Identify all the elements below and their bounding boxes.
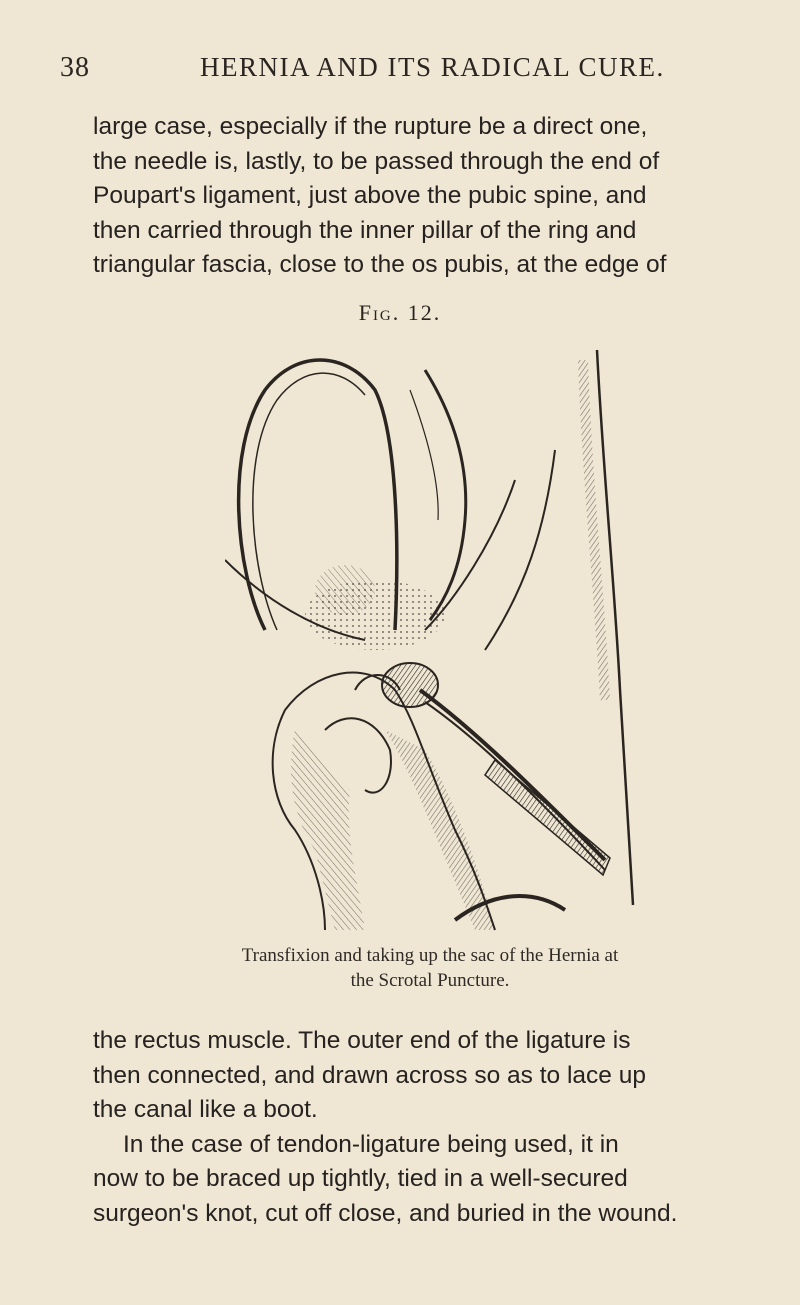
page-header xyxy=(60,52,740,92)
surgical-illustration xyxy=(225,330,645,945)
text-line: then carried through the inner pillar of the ring and xyxy=(93,216,637,244)
text-line: surgeon's knot, cut off close, and buried in the wound. xyxy=(93,1199,678,1227)
figure-caption xyxy=(150,943,710,993)
text-line: large case, especially if the rupture be a direct one, xyxy=(93,113,648,140)
text-line: Poupart's ligament, just above the pubic spine, and xyxy=(93,182,647,210)
text-line: the needle is, lastly, to be passed through the end of xyxy=(93,147,660,175)
page-number: 38 xyxy=(60,52,90,83)
paragraph-1 xyxy=(93,110,743,283)
text-line: now to be braced up tightly, tied in a well-secured xyxy=(93,1165,628,1193)
text-line: In the case of tendon-ligature being used, it in xyxy=(123,1130,619,1158)
caption-line: the Scrotal Puncture. xyxy=(350,970,510,991)
text-line: the rectus muscle. The outer end of the ligature is xyxy=(93,1027,631,1054)
paragraph-2 xyxy=(93,1024,743,1232)
caption-line: Transfixion and taking up the sac of the Hernia at xyxy=(241,945,619,966)
figure-label: Fig. 12. xyxy=(358,300,442,325)
text-line: the canal like a boot. xyxy=(93,1096,318,1124)
running-head: HERNIA AND ITS RADICAL CURE. xyxy=(200,52,665,82)
text-line: triangular fascia, close to the os pubis, at the edge of xyxy=(93,251,667,279)
text-line: then connected, and drawn across so as to lace up xyxy=(93,1061,646,1089)
